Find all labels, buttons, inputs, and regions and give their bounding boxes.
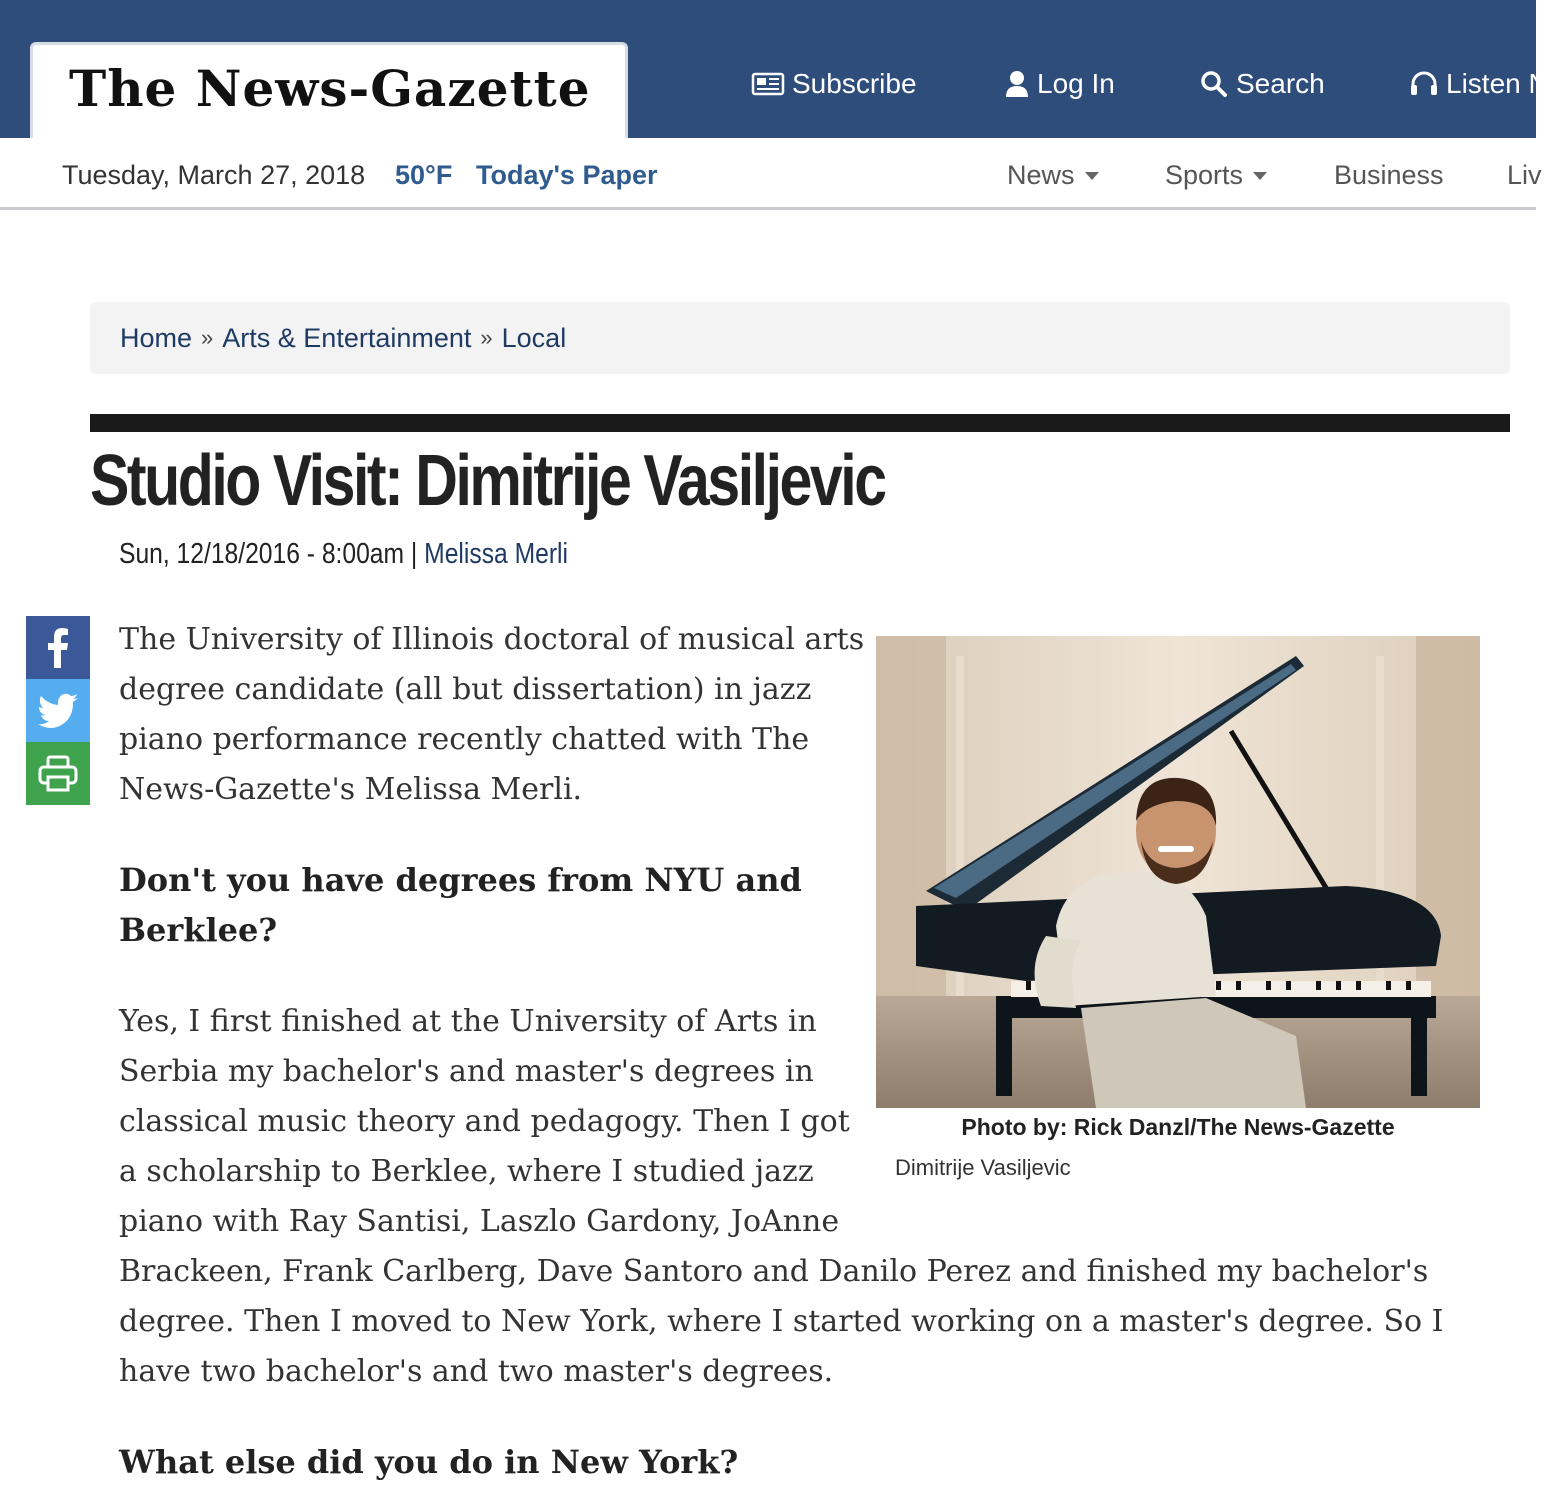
social-share-bar [26,616,90,805]
answer-line: Serbia my bachelor's and master's degrees in [119,1054,814,1089]
intro-line: degree candidate (all but dissertation) in jazz [119,672,812,707]
answer-line: a scholarship to Berklee, where I studied jazz [119,1154,814,1189]
publish-date: Sun, 12/18/2016 - 8:00am [119,538,405,570]
nav-sports-label: Sports [1165,160,1244,190]
subscribe-link[interactable] [752,64,917,104]
twitter-share-button[interactable] [26,679,90,742]
answer-line: classical music theory and pedagogy. Then I got [119,1104,850,1139]
newspaper-icon [752,72,784,96]
author-link[interactable]: Melissa Merli [424,538,568,570]
chevron-down-icon [1253,172,1267,180]
question-line: Berklee? [119,911,278,949]
page-title: Studio Visit: Dimitrije Vasiljevic [90,441,885,521]
subscribe-label: Subscribe [792,68,917,99]
article-photo[interactable] [876,636,1480,1108]
breadcrumb-separator: » [201,325,214,350]
user-icon [1005,70,1029,98]
print-button[interactable] [26,742,90,805]
site-logo[interactable]: The News-Gazette [69,59,591,118]
intro-line: News-Gazette's Melissa Merli. [119,772,583,807]
breadcrumb-arts[interactable]: Arts & Entertainment [222,322,472,353]
nav-sports[interactable] [1165,160,1267,191]
chevron-down-icon [1085,172,1099,180]
breadcrumb [90,302,1510,374]
byline-separator: | [410,538,418,570]
photo-credit: Photo by: Rick Danzl/The News-Gazette [961,1114,1395,1140]
todays-paper-link[interactable]: Today's Paper [476,160,658,190]
photo-caption: Dimitrije Vasiljevic [895,1155,1071,1180]
facebook-icon [46,628,70,668]
nav-business[interactable] [1334,160,1444,191]
question-line: Don't you have degrees from NYU and [119,861,802,899]
nav-living-label: Liv [1507,160,1542,190]
search-link[interactable] [1200,64,1325,104]
login-link[interactable] [1005,64,1115,104]
breadcrumb-home[interactable]: Home [120,322,193,353]
pianist-photo-image [876,636,1480,1108]
temperature[interactable]: 50°F [395,160,453,190]
answer-line: have two bachelor's and two master's degrees. [119,1354,834,1389]
nav-business-label: Business [1334,160,1444,190]
current-date: Tuesday, March 27, 2018 [62,160,366,190]
intro-line: piano performance recently chatted with The [119,722,810,757]
title-divider [90,414,1510,432]
byline [119,538,568,571]
print-icon [38,755,78,793]
top-header-bar [0,0,1549,138]
intro-line: The University of Illinois doctoral of musical arts [119,622,865,657]
nav-news[interactable] [1007,160,1099,191]
answer-line: Yes, I first finished at the University of Arts in [119,1004,817,1039]
nav-news-label: News [1007,160,1075,190]
logo-tab[interactable] [30,42,628,142]
breadcrumb-local[interactable]: Local [501,322,567,353]
search-icon [1200,70,1228,98]
question-line: What else did you do in New York? [119,1443,739,1481]
search-label: Search [1236,68,1325,99]
facebook-share-button[interactable] [26,616,90,679]
nav-living[interactable] [1507,160,1542,191]
listen-link[interactable] [1410,64,1549,104]
login-label: Log In [1037,68,1115,99]
headphones-icon [1410,71,1438,97]
listen-label: Listen N [1446,68,1549,99]
answer-line: piano with Ray Santisi, Laszlo Gardony, JoAnne [119,1204,840,1239]
date-nav-bar [0,138,1542,210]
twitter-icon [38,694,78,728]
answer-line: degree. Then I moved to New York, where I started working on a master's degree. So I [119,1304,1444,1339]
answer-line: Brackeen, Frank Carlberg, Dave Santoro and Danilo Perez and finished my bachelor's [119,1254,1429,1289]
breadcrumb-separator: » [480,325,493,350]
